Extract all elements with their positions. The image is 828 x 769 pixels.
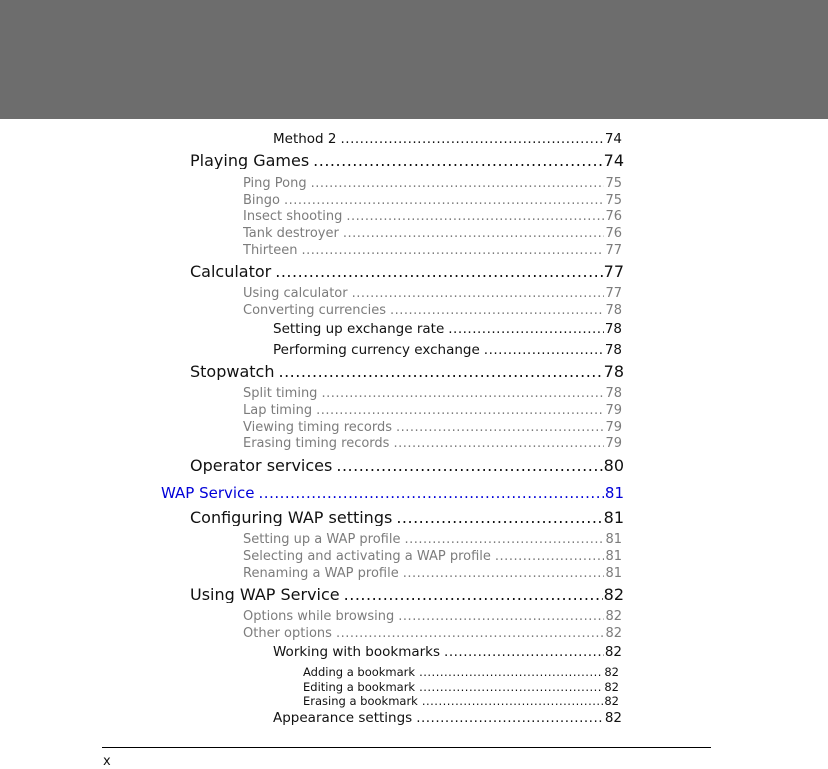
toc-entry-label: Viewing timing records — [243, 421, 392, 434]
dot-leader — [398, 610, 604, 623]
toc-entry[interactable] — [243, 244, 622, 257]
toc-entry[interactable] — [243, 194, 622, 207]
toc-entry-label: Setting up a WAP profile — [243, 533, 401, 546]
toc-entry[interactable] — [243, 227, 622, 240]
toc-entry-label: Bingo — [243, 194, 280, 207]
toc-entry[interactable] — [243, 287, 622, 300]
toc-entry-page: 82 — [605, 627, 622, 640]
dot-leader — [419, 682, 603, 694]
toc-entry-label: Editing a bookmark — [303, 682, 416, 694]
toc-entry-label: Playing Games — [190, 153, 310, 169]
dot-leader — [311, 177, 605, 190]
dot-leader — [316, 404, 604, 417]
toc-entry[interactable] — [190, 364, 624, 380]
toc-entry-page: 79 — [605, 421, 622, 434]
toc-entry[interactable] — [303, 696, 619, 708]
toc-entry-label: Selecting and activating a WAP profile — [243, 550, 491, 563]
dot-leader — [403, 567, 605, 580]
dot-leader — [343, 227, 605, 240]
dot-leader — [259, 486, 604, 501]
toc-entry-label: WAP Service — [161, 486, 255, 501]
toc-entry-page: 79 — [605, 437, 622, 450]
toc-entry-label: Operator services — [190, 458, 333, 474]
toc-entry[interactable] — [243, 627, 622, 640]
dot-leader — [278, 364, 602, 380]
dot-leader — [352, 287, 605, 300]
dot-leader — [419, 667, 603, 679]
dot-leader — [275, 264, 602, 280]
dot-leader — [396, 510, 602, 526]
footer-divider — [102, 747, 711, 748]
toc-entry[interactable] — [190, 587, 624, 603]
toc-entry-page: 82 — [604, 696, 619, 708]
toc-entry[interactable] — [190, 153, 624, 169]
toc-entry-label: Stopwatch — [190, 364, 275, 380]
dot-leader — [344, 587, 603, 603]
toc-entry-page: 75 — [605, 177, 622, 190]
toc-entry-label: Erasing a bookmark — [303, 696, 418, 708]
dot-leader — [484, 344, 604, 358]
toc-entry[interactable] — [243, 533, 622, 546]
toc-entry-label: Options while browsing — [243, 610, 395, 623]
toc-entry[interactable] — [190, 264, 624, 280]
dot-leader — [393, 437, 604, 450]
toc-entry-label: Appearance settings — [273, 712, 413, 726]
toc-entry-label: Lap timing — [243, 404, 313, 417]
toc-entry-page: 82 — [604, 682, 619, 694]
toc-entry-page: 78 — [604, 323, 622, 337]
toc-entry-label: Method 2 — [273, 133, 337, 147]
toc-entry[interactable] — [303, 682, 619, 694]
dot-leader — [284, 194, 604, 207]
toc-entry-page: 79 — [605, 404, 622, 417]
toc-entry-page: 82 — [603, 587, 624, 603]
toc-entry-page: 76 — [605, 210, 622, 223]
toc-entry-label: Other options — [243, 627, 332, 640]
toc-entry[interactable] — [273, 712, 622, 726]
toc-entry-page: 81 — [605, 567, 622, 580]
toc-entry-page: 77 — [605, 244, 622, 257]
toc-entry-page: 78 — [605, 387, 622, 400]
toc-entry-page: 80 — [603, 458, 624, 474]
toc-entry-label: Erasing timing records — [243, 437, 390, 450]
toc-entry[interactable] — [243, 567, 622, 580]
toc-entry-label: Renaming a WAP profile — [243, 567, 399, 580]
dot-leader — [313, 153, 602, 169]
toc-entry[interactable] — [273, 344, 622, 358]
toc-entry[interactable] — [243, 437, 622, 450]
dot-leader — [448, 323, 604, 337]
dot-leader — [416, 712, 604, 726]
toc-entry-label: Performing currency exchange — [273, 344, 480, 358]
toc-entry[interactable] — [303, 667, 619, 679]
toc-entry-label: Ping Pong — [243, 177, 307, 190]
toc-entry-label: Using WAP Service — [190, 587, 340, 603]
toc-entry-page: 75 — [605, 194, 622, 207]
toc-entry-page: 74 — [604, 133, 622, 147]
toc-entry-label: Split timing — [243, 387, 318, 400]
dot-leader — [346, 210, 604, 223]
dot-leader — [321, 387, 604, 400]
toc-entry-label: Setting up exchange rate — [273, 323, 445, 337]
toc-entry-page: 78 — [603, 364, 624, 380]
toc-entry-page: 76 — [605, 227, 622, 240]
dot-leader — [390, 304, 604, 317]
toc-entry[interactable] — [243, 610, 622, 623]
toc-entry[interactable] — [243, 421, 622, 434]
toc-entry[interactable] — [243, 177, 622, 190]
toc-entry-page: 82 — [604, 667, 619, 679]
toc-entry-label: Configuring WAP settings — [190, 510, 393, 526]
page-number: x — [103, 754, 111, 769]
toc-entry-label: Calculator — [190, 264, 272, 280]
toc-entry-label: Adding a bookmark — [303, 667, 416, 679]
toc-entry-page: 81 — [605, 550, 622, 563]
toc-entry[interactable] — [190, 458, 624, 474]
toc-entry-page: 74 — [603, 153, 624, 169]
toc-entry-label: Working with bookmarks — [273, 646, 441, 660]
toc-entry-page: 81 — [605, 533, 622, 546]
toc-entry[interactable] — [243, 387, 622, 400]
dot-leader — [444, 646, 604, 660]
toc-entry-page: 78 — [605, 304, 622, 317]
toc-entry[interactable] — [243, 404, 622, 417]
toc-entry-page: 82 — [605, 610, 622, 623]
dot-leader — [404, 533, 604, 546]
toc-entry-chapter[interactable] — [161, 486, 624, 501]
toc-entry[interactable] — [243, 210, 622, 223]
toc-entry-page: 82 — [604, 712, 622, 726]
toc-entry-page: 81 — [603, 510, 624, 526]
toc-entry-label: Using calculator — [243, 287, 348, 300]
dot-leader — [495, 550, 605, 563]
dot-leader — [422, 696, 604, 708]
toc-entry-label: Insect shooting — [243, 210, 343, 223]
toc-entry-page: 77 — [605, 287, 622, 300]
toc-entry-page: 82 — [604, 646, 622, 660]
toc-entry[interactable] — [190, 510, 624, 526]
dot-leader — [301, 244, 604, 257]
dot-leader — [341, 133, 604, 147]
toc-entry[interactable] — [273, 646, 622, 660]
dot-leader — [336, 458, 602, 474]
toc-entry-page: 78 — [604, 344, 622, 358]
toc-entry-label: Converting currencies — [243, 304, 386, 317]
dot-leader — [396, 421, 604, 434]
toc-entry[interactable] — [243, 304, 622, 317]
toc-entry-page: 77 — [603, 264, 624, 280]
toc-entry-label: Thirteen — [243, 244, 298, 257]
dot-leader — [336, 627, 605, 640]
toc-entry[interactable] — [243, 550, 622, 563]
toc-entry-label: Tank destroyer — [243, 227, 339, 240]
toc-entry[interactable] — [273, 323, 622, 337]
toc-entry[interactable] — [273, 133, 622, 147]
toc-entry-page: 81 — [604, 486, 624, 501]
